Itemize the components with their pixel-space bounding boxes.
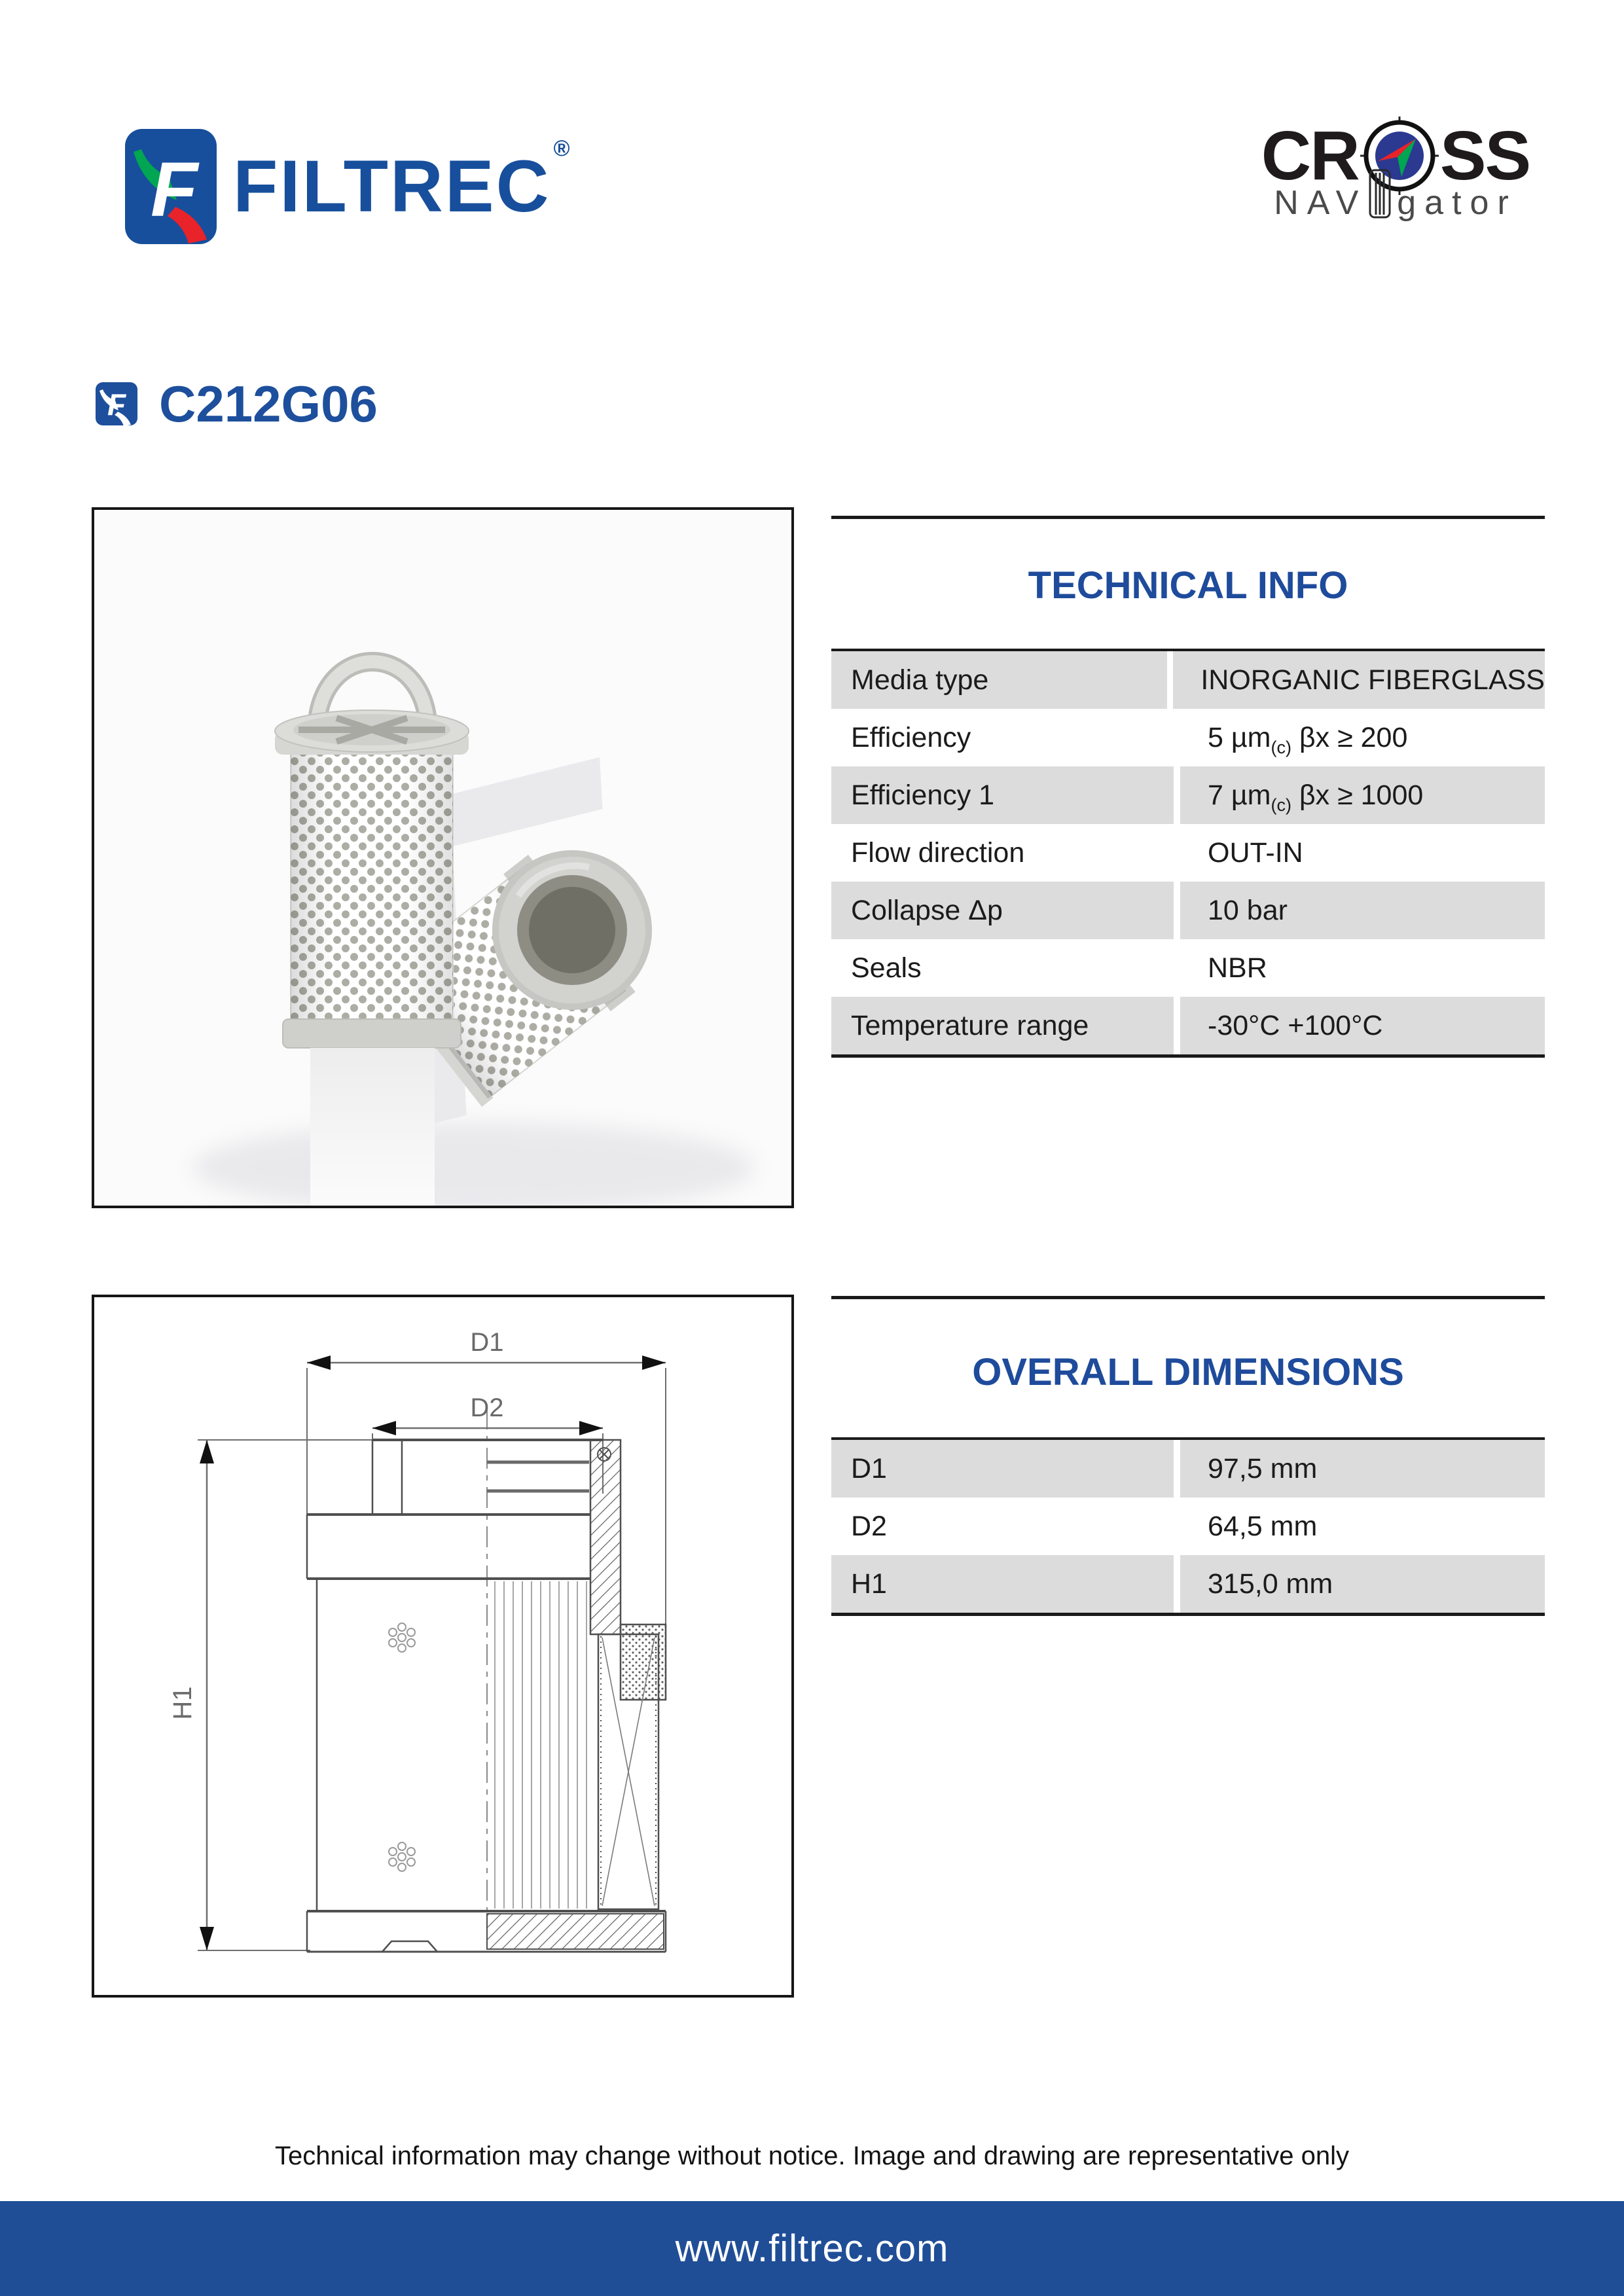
cross-wordmark xyxy=(1252,117,1540,195)
overall-dimensions-rule xyxy=(831,1296,1545,1299)
value-text: NBR xyxy=(1208,952,1267,984)
drawing-label-h1: H1 xyxy=(168,1686,197,1720)
table-row xyxy=(831,651,1545,709)
svg-text:F: F xyxy=(107,387,126,422)
value-subscript: (c) xyxy=(1271,737,1291,757)
table-row xyxy=(831,939,1545,997)
gator-text: gator xyxy=(1397,184,1517,222)
row-value xyxy=(1180,939,1545,997)
table-row xyxy=(831,824,1545,882)
row-label: Seals xyxy=(851,952,922,984)
value-subscript: (c) xyxy=(1271,795,1291,815)
footer-bar xyxy=(0,2201,1624,2296)
table-row xyxy=(831,997,1545,1054)
row-label: H1 xyxy=(831,1555,1174,1613)
row-value xyxy=(1180,882,1545,939)
cross-text-right: SS xyxy=(1439,117,1530,194)
nav-text: NAV xyxy=(1274,184,1367,222)
website-link[interactable]: www.filtrec.com xyxy=(675,2227,949,2270)
product-code-row xyxy=(95,375,378,433)
table-row xyxy=(831,1498,1545,1555)
column-gap xyxy=(1174,997,1180,1054)
overall-dimensions-table xyxy=(831,1437,1545,1616)
drawing-label-d2: D2 xyxy=(470,1393,504,1422)
value-text: INORGANIC FIBERGLASS xyxy=(1200,664,1545,696)
row-label: Collapse Δp xyxy=(831,882,1174,939)
column-gap xyxy=(1174,824,1180,882)
value-text: 5 µm xyxy=(1208,721,1271,753)
table-row xyxy=(831,1440,1545,1498)
value-text: -30°C +100°C xyxy=(1208,1009,1383,1041)
table-row xyxy=(831,766,1545,824)
product-code-icon xyxy=(95,382,138,426)
value-text: 97,5 mm xyxy=(1208,1452,1318,1484)
value-text: 315,0 mm xyxy=(1208,1568,1333,1600)
value-text: βx ≥ 200 xyxy=(1291,721,1408,753)
column-gap xyxy=(1174,1498,1180,1555)
value-text: 7 µm xyxy=(1208,779,1271,811)
row-value xyxy=(1180,1555,1545,1613)
table-row xyxy=(831,709,1545,766)
overall-dimensions-title: OVERALL DIMENSIONS xyxy=(972,1351,1404,1393)
svg-text:F: F xyxy=(151,147,198,233)
row-value xyxy=(1180,1498,1545,1555)
drawing-label-d1: D1 xyxy=(470,1328,504,1357)
column-gap xyxy=(1174,1440,1180,1498)
row-value xyxy=(1173,651,1545,709)
technical-info-title: TECHNICAL INFO xyxy=(1028,564,1348,607)
row-value xyxy=(1180,824,1545,882)
disclaimer-text: Technical information may change without notice. Image and drawing are representative only xyxy=(275,2142,1349,2170)
filtrec-wordmark: FILTREC xyxy=(233,145,551,227)
column-gap xyxy=(1167,651,1174,709)
row-value xyxy=(1180,997,1545,1054)
row-label: D1 xyxy=(831,1440,1174,1498)
column-gap xyxy=(1174,1555,1180,1613)
technical-drawing xyxy=(94,1297,791,1995)
product-photo-box xyxy=(92,507,794,1208)
row-value xyxy=(1180,766,1545,824)
filtrec-logo-mark-icon xyxy=(124,128,217,245)
registered-trademark: ® xyxy=(553,135,570,161)
column-gap xyxy=(1174,939,1180,997)
row-label: Efficiency 1 xyxy=(831,766,1174,824)
value-text: 64,5 mm xyxy=(1208,1510,1318,1542)
row-value xyxy=(1180,1440,1545,1498)
row-label: D2 xyxy=(851,1510,887,1542)
magnifier-handle-icon xyxy=(1368,169,1392,219)
column-gap xyxy=(1174,709,1180,766)
cross-text-left: CR xyxy=(1261,117,1359,194)
row-label: Flow direction xyxy=(851,836,1025,869)
column-gap xyxy=(1174,766,1180,824)
table-row xyxy=(831,882,1545,939)
cross-navigator-logo xyxy=(1252,117,1540,220)
technical-drawing-box xyxy=(92,1295,794,1998)
value-text: 10 bar xyxy=(1208,894,1288,926)
product-photo xyxy=(94,510,791,1206)
technical-info-rule xyxy=(831,516,1545,519)
product-code: C212G06 xyxy=(159,375,378,433)
column-gap xyxy=(1174,882,1180,939)
value-text: βx ≥ 1000 xyxy=(1291,779,1424,811)
filtrec-logo xyxy=(124,128,568,245)
row-label: Media type xyxy=(831,651,1167,709)
table-row xyxy=(831,1555,1545,1613)
row-label: Temperature range xyxy=(831,997,1174,1054)
value-text: OUT-IN xyxy=(1208,836,1303,869)
row-label: Efficiency xyxy=(851,721,971,753)
row-value xyxy=(1180,709,1545,766)
technical-info-table xyxy=(831,649,1545,1058)
